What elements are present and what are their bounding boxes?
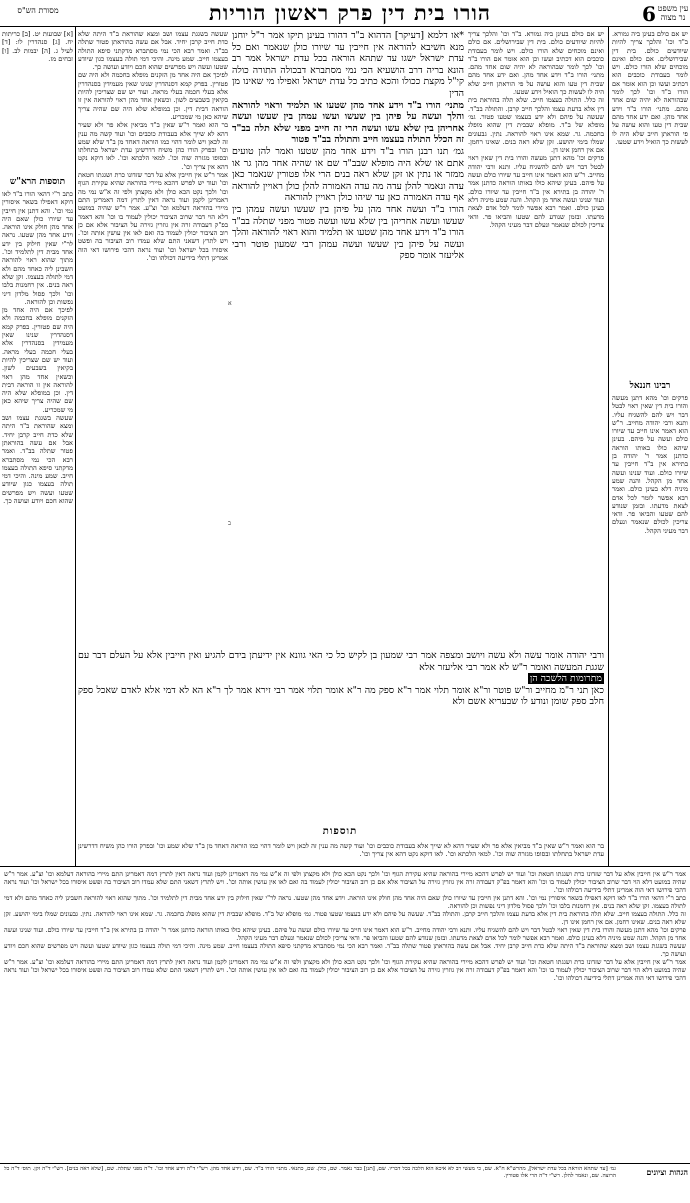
page-title: הורו בית דין פרק ראשון הוריות <box>209 0 491 25</box>
margin-marker: ב <box>228 520 231 527</box>
masoret-hashas-text: [א] שבועות יט. [ב] כריתות יח. [ג] סנהדרין לו: [ד] לעיל ג. [ה] יבמות לב. [ו] זבחים מז. <box>2 30 73 63</box>
gemara-para-6-wrap <box>78 673 604 685</box>
gemara-para-4: הורו ב"ד ועשה אחד מהן על פיהן בין שעשו ועשה עמהן בין שעשו ועשה אחריהן בין שלא עשו ועשה פטור מפני שתלה בב"ד הורו ב"ד וידע אחד מהן שטעו או תלמיד והוא ראוי להוראה והלך ועשה על פיהן בין שעשו ועשה עמהן רבי שמעון פוטר ורבי אליעזר אומר ספק <box>232 203 464 262</box>
ein-mishpat-column <box>612 30 688 375</box>
rashi-text-3: פרקים וכו' מהא דתנן מעשה והורו בית דין שאין ראוי לבטל דבר ויש להם להשגיח עליו. ותנא ורבי יהודה מחייב. ר"ש הוא דאמר אינו חייב עד שיורו כולם ועשה על פיהם. בעינן שיהא כולו באותו הוראה כדתנן אמר ר' יהודה בן בתירא אין ב"ד חייבין עד שיורו כולם. ועוד שנינו ועשה אחד מן הקהל. והנה שמע מיניה דלא בעינן כולם. ואמר רבא אפשר לומר לכל אדם לצאת מדעתו. ובזמן שנודע להם שטעו והביאו פר. ודאי צריכין לכולם שנאמר ונעלם דבר מעיני הקהל. <box>468 154 604 229</box>
left-column-text-3: בר הוא ואמר ר"ש שאין ב"ד מביאין אלא פר ולא שעיר דהא לא שייך אלא בעבודת כוכבים וכו' ועוד קשה מה ענין זה לכאן ויש לומר דהוי כמו הוראה דאחד מן ב"ד שלא שמע וכו' ובפרק הורו כהן משיח דדרשינן עדת ישראל בתחלתו ובסופו מגזרה שוה וכו'. למאי הלכתא וכו'. לאו דוקא נקט דהא אין צריך וכו'. <box>78 121 228 171</box>
rabbeinu-chananel-text: פרקים וכו' מהא דתנן מעשה והורו בית דין שאין ראוי לבטל דבר ויש להם להשגיח עליו. ותנא ורבי יהודה מחייב. ר"ש הוא דאמר אינו חייב עד שיורו כולם ועשה על פיהם. בעינן שיהא כולו באותו הוראה כדתנן אמר ר' יהודה בן בתירא אין ב"ד חייבין עד שיורו כולם. ועוד שנינו ועשה אחד מן הקהל. והנה שמע מיניה דלא בעינן כולם. ואמר רבא אפשר לומר לכל אדם לצאת מדעתו. ובזמן שנודע להם שטעו והביאו פר. ודאי צריכין לכולם שנאמר ונעלם דבר מעיני הקהל. <box>612 394 688 535</box>
tosafot-title: תוספות <box>322 826 358 837</box>
gemara-para-3: גמ׳ תנו רבנן הורו ב"ד וידע אחד מהן שטעו ואמר להן טועים אתם או שלא היה מופלא שבב"ד שם או שהיה אחד מהן גר או ממזר או נתין או זקן שלא ראה בנים הרי אלו פטורין שנאמר כאן עדה ונאמר להלן עדה מה עדה האמורה להלן כולן ראויין להוראה אף עדה האמורה כאן עד שיהו כולן ראויין להוראה <box>232 145 464 204</box>
gemara-para-1: *או דלמא [דעיקר] הדהוא ב"ד דהורו בעינן תיקו אמר ר"ל יוחנן מנא חשיבא להוראה אין חייבין עד שיורו כולן שנאמר ואם כל עדת ישראל ישגו עד שתהא הוראה בכל עדת ישראל אמר רב הונא בריה דרב הושעיא הכי נמי מסתברא דבכולה התורה כולה קי"ל מקצת ככולו והכא כתיב כל עדת ישראל ואפילו מי שאינו מן הדין <box>232 30 464 99</box>
ein-mishpat-header: עין משפט נר מצוה <box>657 4 689 22</box>
masoret-hashas-header: מסורת הש"ס <box>17 6 59 15</box>
bottom-rule <box>0 866 690 867</box>
bottom-commentary-text-3: זה כלל. התולה בעצמו חייב. שלא תלה בהוראת בית דין אלא בדעת עצמו והלכך חייב קרבן. והתולה בב"ד. שעשה על פיהם ולא ידע בעצמו שטעו פטור. גמ׳ מופלא של ב"ד. מופלא שבבית דין שהוא מופלג בחכמה. גר. שמא אינו ראוי להוראה. נתין. גבעונים שמלו בימי יהושע. זקן שלא ראה בנים. שאינו רחמן. אם אין רחמן אינו דן. <box>4 910 686 926</box>
left-column-text-1: שעשה בשגגת עצמו ושב ומצא שהוראת ב"ד היתה שלא כדת חייב קרבן יחיד. אבל אם עשה בהוראתן פטור שתלה בב"ד. ואמר רבא הכי נמי מסתברא מדקתני סיפא התולה בעצמו חייב. שמע מינה. והיכי דמי תולה בעצמו כגון שיודע שטעו ועשה ויש מפרשים שהוא חכם ויודע ועושה כך. <box>78 30 228 72</box>
column-divider-left <box>75 26 76 866</box>
ein-mishpat-text: יש אם כולם בעינן ביה גמורא. ב"ד וכו' והלכך צריך להיות שיודעים כולם. בית דין שבירושלים. אם כולם ואינם מוכחים שלא הורו כולם. ויש לומר בעבודת כוכבים הוא דכתיב ועשו וכן הוא אומר אם הורו ב"ד וכו' לכך לומר שבהוראה לא יהיה שום אחד מהם. מתני׳ הורו ב"ד וידע אחד מהן. ואם ידע אחד מהם שבית דין טעו והוא עושה על פי הוראתן חייב שלא היה לו לעשות כך הואיל וידע שטעו. <box>612 30 688 146</box>
highlighted-phrase: מתרומות הלשכה הן <box>529 673 602 685</box>
tosafot-harosh-text-2: לפיכך אם היה אחד מן הזקנים מופלא בחכמה ולא היה שם פטורין. בפרק קמא דסנהדרין שנינו שאין מעמידין בסנהדרין אלא בעלי חכמה בעלי מראה. ועוד יש שם שצריכין להיות בקיאין בשבעים לשון. וכשאין אחד מהן ראוי להוראה אין זו הוראה דבית דין. וכן במופלא שלא היה שם שהיה צריך שיהא כאן מי שמכריע. <box>2 306 73 414</box>
tosafot-intro <box>78 842 604 864</box>
gemara-para-5: ורבי יהודה אומר עשה ולא עשה ויושב ומצפה אמר רבי שמעון בן לקיש כל כי האי גוונא אין ידיעתן בידם להגיע ואין חייבין אלא על העלם דבר עם שגגת המעשה ואומר ר"ש לא אמר רבי אליעזר אלא <box>78 650 604 673</box>
bottom-commentary-text-4: פרקים וכו' מהא דתנן מעשה והורו בית דין שאין ראוי לבטל דבר ויש להם להשגיח עליו. ותנא ורבי יהודה מחייב. ר"ש הוא דאמר אינו חייב עד שיורו כולם ועשה על פיהם. בעינן שיהא כולו באותו הוראה כדתנן אמר ר' יהודה בן בתירא אין ב"ד חייבין עד שיורו כולם. ועוד שנינו ועשה אחד מן הקהל. והנה שמע מיניה דלא בעינן כולם. ואמר רבא אפשר לומר לכל אדם לצאת מדעתו. ובזמן שנודע להם שטעו והביאו פר. ודאי צריכין לכולם שנאמר ונעלם דבר מעיני הקהל. <box>4 926 686 942</box>
rashi-text-2: זה כלל. התולה בעצמו חייב. שלא תלה בהוראת בית דין אלא בדעת עצמו והלכך חייב קרבן. והתולה בב"ד. שעשה על פיהם ולא ידע בעצמו שטעו פטור. גמ׳ מופלא של ב"ד. מופלא שבבית דין שהוא מופלג בחכמה. גר. שמא אינו ראוי להוראה. נתין. גבעונים שמלו בימי יהושע. זקן שלא ראה בנים. שאינו רחמן. אם אין רחמן אינו דן. <box>468 96 604 155</box>
tosafot-harosh-text-3: שעשה בשגגת עצמו ושב ומצא שהוראת ב"ד היתה שלא כדת חייב קרבן יחיד. אבל אם עשה בהוראתן פטור שתלה בב"ד. ואמר רבא הכי נמי מסתברא מדקתני סיפא התולה בעצמו חייב. שמע מינה. והיכי דמי תולה בעצמו כגון שיודע שטעו ועשה ויש מפרשים שהוא חכם ויודע ועושה כך. <box>2 414 73 505</box>
footer-rule <box>0 1163 690 1164</box>
column-divider-right <box>608 26 609 866</box>
tosafot-intro-text: בר הוא ואמר ר"ש שאין ב"ד מביאין אלא פר ולא שעיר דהא לא שייך אלא בעבודת כוכבים וכו' ועוד קשה מה ענין זה לכאן ויש לומר דהוי כמו הוראה דאחד מן ב"ד שלא שמע וכו' ובפרק הורו כהן משיח דדרשינן עדת ישראל בתחלתו ובסופו מגזרה שוה וכו'. למאי הלכתא וכו'. לאו דוקא נקט דהא אין צריך וכו'. <box>78 842 604 859</box>
tosafot-harosh-title: תוספות הרא"ש <box>9 177 66 187</box>
left-column-text-2: לפיכך אם היה אחד מן הזקנים מופלא בחכמה ולא היה שם פטורין. בפרק קמא דסנהדרין שנינו שאין מעמידין בסנהדרין אלא בעלי חכמה בעלי מראה. ועוד יש שם שצריכין להיות בקיאין בשבעים לשון. וכשאין אחד מהן ראוי להוראה אין זו הוראה דבית דין. וכן במופלא שלא היה שם שהיה צריך שיהא כאן מי שמכריע. <box>78 71 228 121</box>
gemara-main-text <box>232 30 464 645</box>
tosafot-harosh-text: כתב ר"י דהאי הורו ב"ד לאו דוקא דאפילו בשאר איסורין נמי וכו'. והא דתנן אין חייבין עד שיורו כולן שאם היה אחד מהן חולק אינו הוראה. וידע אחד מהן שטעו. נראה לר"י שאין חילוק בין ידע אחד מבית דין לתלמיד וכו'. מתוך שהוא ראוי להוראה חשבינן ליה כאחד מהם ולא דמי לתולה בעצמו. זקן שלא ראה בנים. אין רחמנות בלבו וכו' ולכך פסול מלדון דיני נפשות וכן להוראה. <box>2 190 73 306</box>
gemara-para-2: מתני׳ הורו ב"ד וידע אחד מהן שטעו או תלמיד וראוי להוראה והלך ועשה על פיהן בין שעשו ועשו עמהן בין שעשו ועשה אחריהן בין שלא עשו ועשה הרי זה חייב מפני שלא תלה בב"ד זה הכלל התולה בעצמו חייב והתולה בב"ד פטור <box>232 99 464 146</box>
left-column-text-4: אמר ר"ש אין חייבין אלא על דבר שזדונו כרת ושגגתו חטאת וכו' ועוד יש לפרש דהכא מיירי בהוראה שהיא עקירת הגוף וכו' ולכך נקט הכא כולן ולא מקצתן ולפי זה א"ש נמי מה דאמרינן לקמן ועוד נראה דאין לתרץ דמה דאמרינן התם מיירי בהוראה דעלמא וכו' וצ"ע. אמר ר"ש שהיה במועט דלא הוי דבר שרוב הציבור יכולין לעמוד בו וכו' והא דאמר בפ"ק דעבודה זרה אין גוזרין גזירה על הציבור אלא אם כן רוב הציבור יכולין לעמוד בה ואם לאו אין עושין אותה וכו'. ויש לתרץ דשאני התם שלא עמדו רוב הציבור בה ופשט איסורו בכל ישראל וכו' ועוד נראה דהכי פירושו דאי הוה אמרינן דתלי בידיעה דכולהו וכו'. <box>78 171 228 263</box>
hagahot-title: הגהות וציונים <box>646 1167 688 1177</box>
rabbeinu-chananel-column <box>612 394 688 864</box>
rabbeinu-chananel-title: רבינו חננאל <box>629 381 671 391</box>
bottom-commentary-text-1: אמר ר"ש אין חייבין אלא על דבר שזדונו כרת ושגגתו חטאת וכו' ועוד יש לפרש דהכא מיירי בהוראה שהיא עקירת הגוף וכו' ולכך נקט הכא כולן ולא מקצתן ולפי זה א"ש נמי מה דאמרינן לקמן ועוד נראה דאין לתרץ דמה דאמרינן התם מיירי בהוראה דעלמא וכו' וצ"ע. אמר ר"ש שהיה במועט דלא הוי דבר שרוב הציבור יכולין לעמוד בו וכו' והא דאמר בפ"ק דעבודה זרה אין גוזרין גזירה על הציבור אלא אם כן רוב הציבור יכולין לעמוד בה ואם לאו אין עושין אותה וכו'. ויש לתרץ דשאני התם שלא עמדו רוב הציבור בה ופשט איסורו בכל ישראל וכו' ועוד נראה דהכי פירושו דאי הוה אמרינן דתלי בידיעה דכולהו וכו'. <box>4 870 686 894</box>
bottom-commentary <box>4 870 686 1160</box>
bottom-commentary-text-6: אמר ר"ש אין חייבין אלא על דבר שזדונו כרת ושגגתו חטאת וכו' ועוד יש לפרש דהכא מיירי בהוראה שהיא עקירת הגוף וכו' ולכך נקט הכא כולן ולא מקצתן ולפי זה א"ש נמי מה דאמרינן לקמן ועוד נראה דאין לתרץ דמה דאמרינן התם מיירי בהוראה דעלמא וכו' וצ"ע. אמר ר"ש שהיה במועט דלא הוי דבר שרוב הציבור יכולין לעמוד בו וכו' והא דאמר בפ"ק דעבודה זרה אין גוזרין גזירה על הציבור אלא אם כן רוב הציבור יכולין לעמוד בה ואם לאו אין עושין אותה וכו'. ויש לתרץ דשאני התם שלא עמדו רוב הציבור בה ופשט איסורו בכל ישראל וכו' ועוד נראה דהכי פירושו דאי הוה אמרינן דתלי בידיעה דכולהו וכו'. <box>4 958 686 982</box>
rashi-column <box>468 30 604 645</box>
gemara-para-7: כאן תני ר"מ מחייב ור"ש פוטר ור"א אומר תלוי אמר ר"א ספק מה ר"א אומר תלוי אמר רבי זירא אמר לך ר"א הא לא דמי אלא לאדם שאכל ספק חלב ספק שומן ונודע לו שבעריא אשם ולא <box>78 684 604 708</box>
tosafot-column <box>78 30 228 645</box>
margin-marker: א <box>228 300 232 307</box>
page-number: 6 <box>642 2 656 26</box>
tosafot-harosh-column <box>2 190 73 864</box>
bottom-commentary-text-2: כתב ר"י דהאי הורו ב"ד לאו דוקא דאפילו בשאר איסורין נמי וכו'. והא דתנן אין חייבין עד שיורו כולן שאם היה אחד מהן חולק אינו הוראה. וידע אחד מהן שטעו. נראה לר"י שאין חילוק בין ידע אחד מבית דין לתלמיד וכו'. מתוך שהוא ראוי להוראה חשבינן ליה כאחד מהם ולא דמי לתולה בעצמו. זקן שלא ראה בנים. אין רחמנות בלבו וכו' ולכך פסול מלדון דיני נפשות וכן להוראה. <box>4 894 686 910</box>
masoret-hashas-column <box>2 30 73 170</box>
header-rule <box>0 26 690 27</box>
hagahot-text: גמ׳ [עד שתהא הוראה בכל עדת ישראל], מהרש"א ח"א. שם, כי מעשי רב לא איכא הוא הלכה בכל דבריו. שם, [תנן] כבר נאמר. שם, כולן. שם, כתנאי. מתני׳ הורו ב"ד. שם, וידע אחד מהן. רש"י ד"ה וידע אחד וכו'. ד"ה מפני שתלה. שם, [שלא ראה בנים]. רש"י ד"ה זקן. תוס׳ ד"ה כל הרוצה. שם, ונאמר להלן. רש"י ד"ה הרי אלו פטורין. <box>4 1166 616 1179</box>
gemara-continuation <box>78 650 604 795</box>
bottom-commentary-text-5: שעשה בשגגת עצמו ושב ומצא שהוראת ב"ד היתה שלא כדת חייב קרבן יחיד. אבל אם עשה בהוראתן פטור שתלה בב"ד. ואמר רבא הכי נמי מסתברא מדקתני סיפא התולה בעצמו חייב. שמע מינה. והיכי דמי תולה בעצמו כגון שיודע שטעו ועשה ויש מפרשים שהוא חכם ויודע ועושה כך. <box>4 942 686 958</box>
rashi-text-1: יש אם כולם בעינן ביה גמורא. ב"ד וכו' והלכך צריך להיות שיודעים כולם. בית דין שבירושלים. אם כולם ואינם מוכחים שלא הורו כולם. ויש לומר בעבודת כוכבים הוא דכתיב ועשו וכן הוא אומר אם הורו ב"ד וכו' לכך לומר שבהוראה לא יהיה שום אחד מהם. מתני׳ הורו ב"ד וידע אחד מהן. ואם ידע אחד מהם שבית דין טעו והוא עושה על פי הוראתן חייב שלא היה לו לעשות כך הואיל וידע שטעו. <box>468 30 604 97</box>
